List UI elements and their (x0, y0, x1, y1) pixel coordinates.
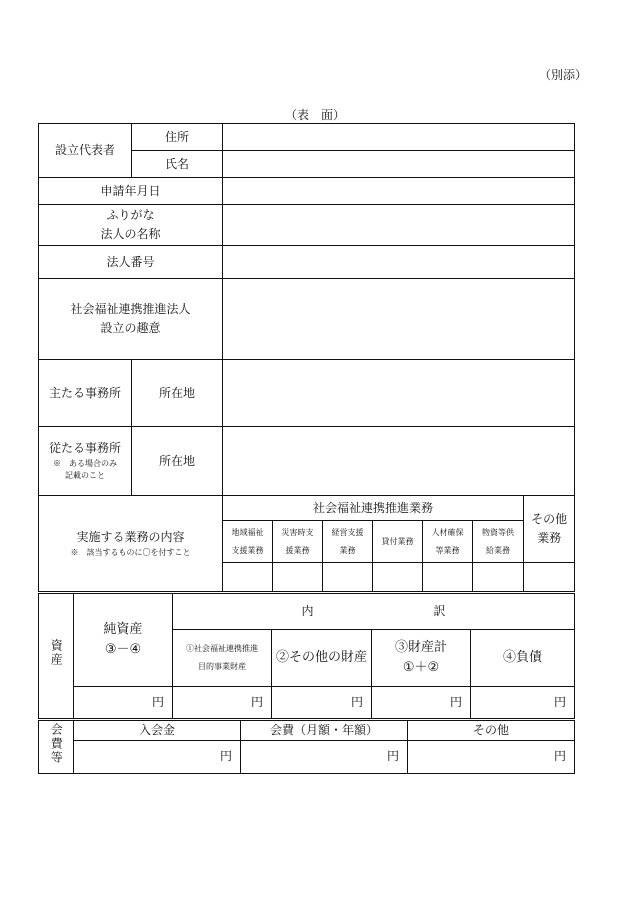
sub-office-title: 従たる事務所 (48, 441, 121, 456)
total-property-header: ③財産計 ①＋② (372, 630, 471, 687)
breakdown-header: 内 訳 (173, 594, 575, 630)
sub-office-location-label: 所在地 (132, 427, 223, 496)
founder-label: 設立代表者 (39, 124, 132, 178)
furigana-label: ふりがな (106, 208, 155, 223)
net-assets-label (74, 594, 173, 687)
annex-label: （別添） (539, 68, 588, 82)
apply-date-label: 申請年月日 (39, 178, 223, 205)
net-assets-formula: ③－④ (104, 642, 142, 657)
founder-name-field[interactable] (223, 151, 575, 178)
sub-office-field[interactable] (223, 427, 575, 496)
corp-number-label: 法人番号 (39, 246, 223, 279)
fees-table (38, 720, 575, 774)
fees-label: 会費等 (39, 721, 74, 774)
business-check-cell[interactable] (223, 563, 273, 592)
founder-name-label: 氏名 (132, 151, 223, 178)
business-item-header: 災害時支 援業務 (273, 521, 323, 563)
assets-label: 資産 (39, 594, 74, 719)
liabilities-header: ④負債 (471, 630, 575, 687)
annual-fee-header: 会費（月額・年額） (241, 721, 408, 741)
other-fee-header: その他 (408, 721, 575, 741)
application-form-table (38, 123, 575, 496)
business-check-cell[interactable] (473, 563, 524, 592)
business-other-header (524, 496, 575, 563)
side-label: （表 面） (284, 108, 345, 122)
business-item-header: 貸付業務 (373, 521, 423, 563)
purpose-property-header: ①社会福祉連携推進 目的事業財産 (173, 630, 272, 687)
total-property-amount[interactable]: 円 (372, 687, 471, 719)
founder-address-field[interactable] (223, 124, 575, 151)
purpose-line-2: 設立の趣意 (100, 321, 161, 335)
sub-office-note-2: 記載のこと (65, 471, 105, 481)
business-note: ※ 該当するものに〇を付すこと (70, 547, 191, 557)
business-item-header: 地域福祉 支援業務 (223, 521, 273, 563)
entry-fee-amount[interactable]: 円 (74, 740, 241, 773)
corp-name-text: 法人の名称 (100, 227, 161, 241)
other-property-header: ②その他の財産 (272, 630, 372, 687)
founder-address-label: 住所 (132, 124, 223, 151)
business-label (39, 496, 223, 592)
net-assets-amount[interactable]: 円 (74, 687, 173, 719)
corp-name-field[interactable] (223, 205, 575, 246)
purpose-label (39, 279, 223, 360)
liabilities-amount[interactable]: 円 (471, 687, 575, 719)
entry-fee-header: 入会金 (74, 721, 241, 741)
corp-number-field[interactable] (223, 246, 575, 279)
other-property-amount[interactable]: 円 (272, 687, 372, 719)
business-other-line-2: 業務 (537, 531, 562, 545)
main-office-location-label: 所在地 (132, 360, 223, 427)
business-check-cell[interactable] (524, 563, 575, 592)
net-assets-title: 純資産 (103, 621, 143, 637)
business-title: 実施する業務の内容 (76, 530, 185, 544)
main-office-label: 主たる事務所 (39, 360, 132, 427)
purpose-field[interactable] (223, 279, 575, 360)
assets-table (38, 593, 575, 719)
business-item-header: 人材確保 等業務 (423, 521, 473, 563)
business-check-cell[interactable] (273, 563, 323, 592)
business-item-header: 物資等供 給業務 (473, 521, 524, 563)
business-group-header: 社会福祉連携推進業務 (223, 496, 524, 521)
main-office-field[interactable] (223, 360, 575, 427)
business-other-line-1: その他 (531, 512, 568, 527)
corp-name-label (39, 205, 223, 246)
purpose-property-amount[interactable]: 円 (173, 687, 272, 719)
sub-office-note-1: ※ ある場合のみ (53, 458, 117, 468)
sub-office-label (39, 427, 132, 496)
business-check-cell[interactable] (373, 563, 423, 592)
apply-date-field[interactable] (223, 178, 575, 205)
other-fee-amount[interactable]: 円 (408, 740, 575, 773)
annual-fee-amount[interactable]: 円 (241, 740, 408, 773)
business-check-cell[interactable] (423, 563, 473, 592)
purpose-line-1: 社会福祉連携推進法人 (70, 302, 191, 317)
business-item-header: 経営支援 業務 (323, 521, 373, 563)
business-table (38, 495, 575, 592)
business-check-cell[interactable] (323, 563, 373, 592)
